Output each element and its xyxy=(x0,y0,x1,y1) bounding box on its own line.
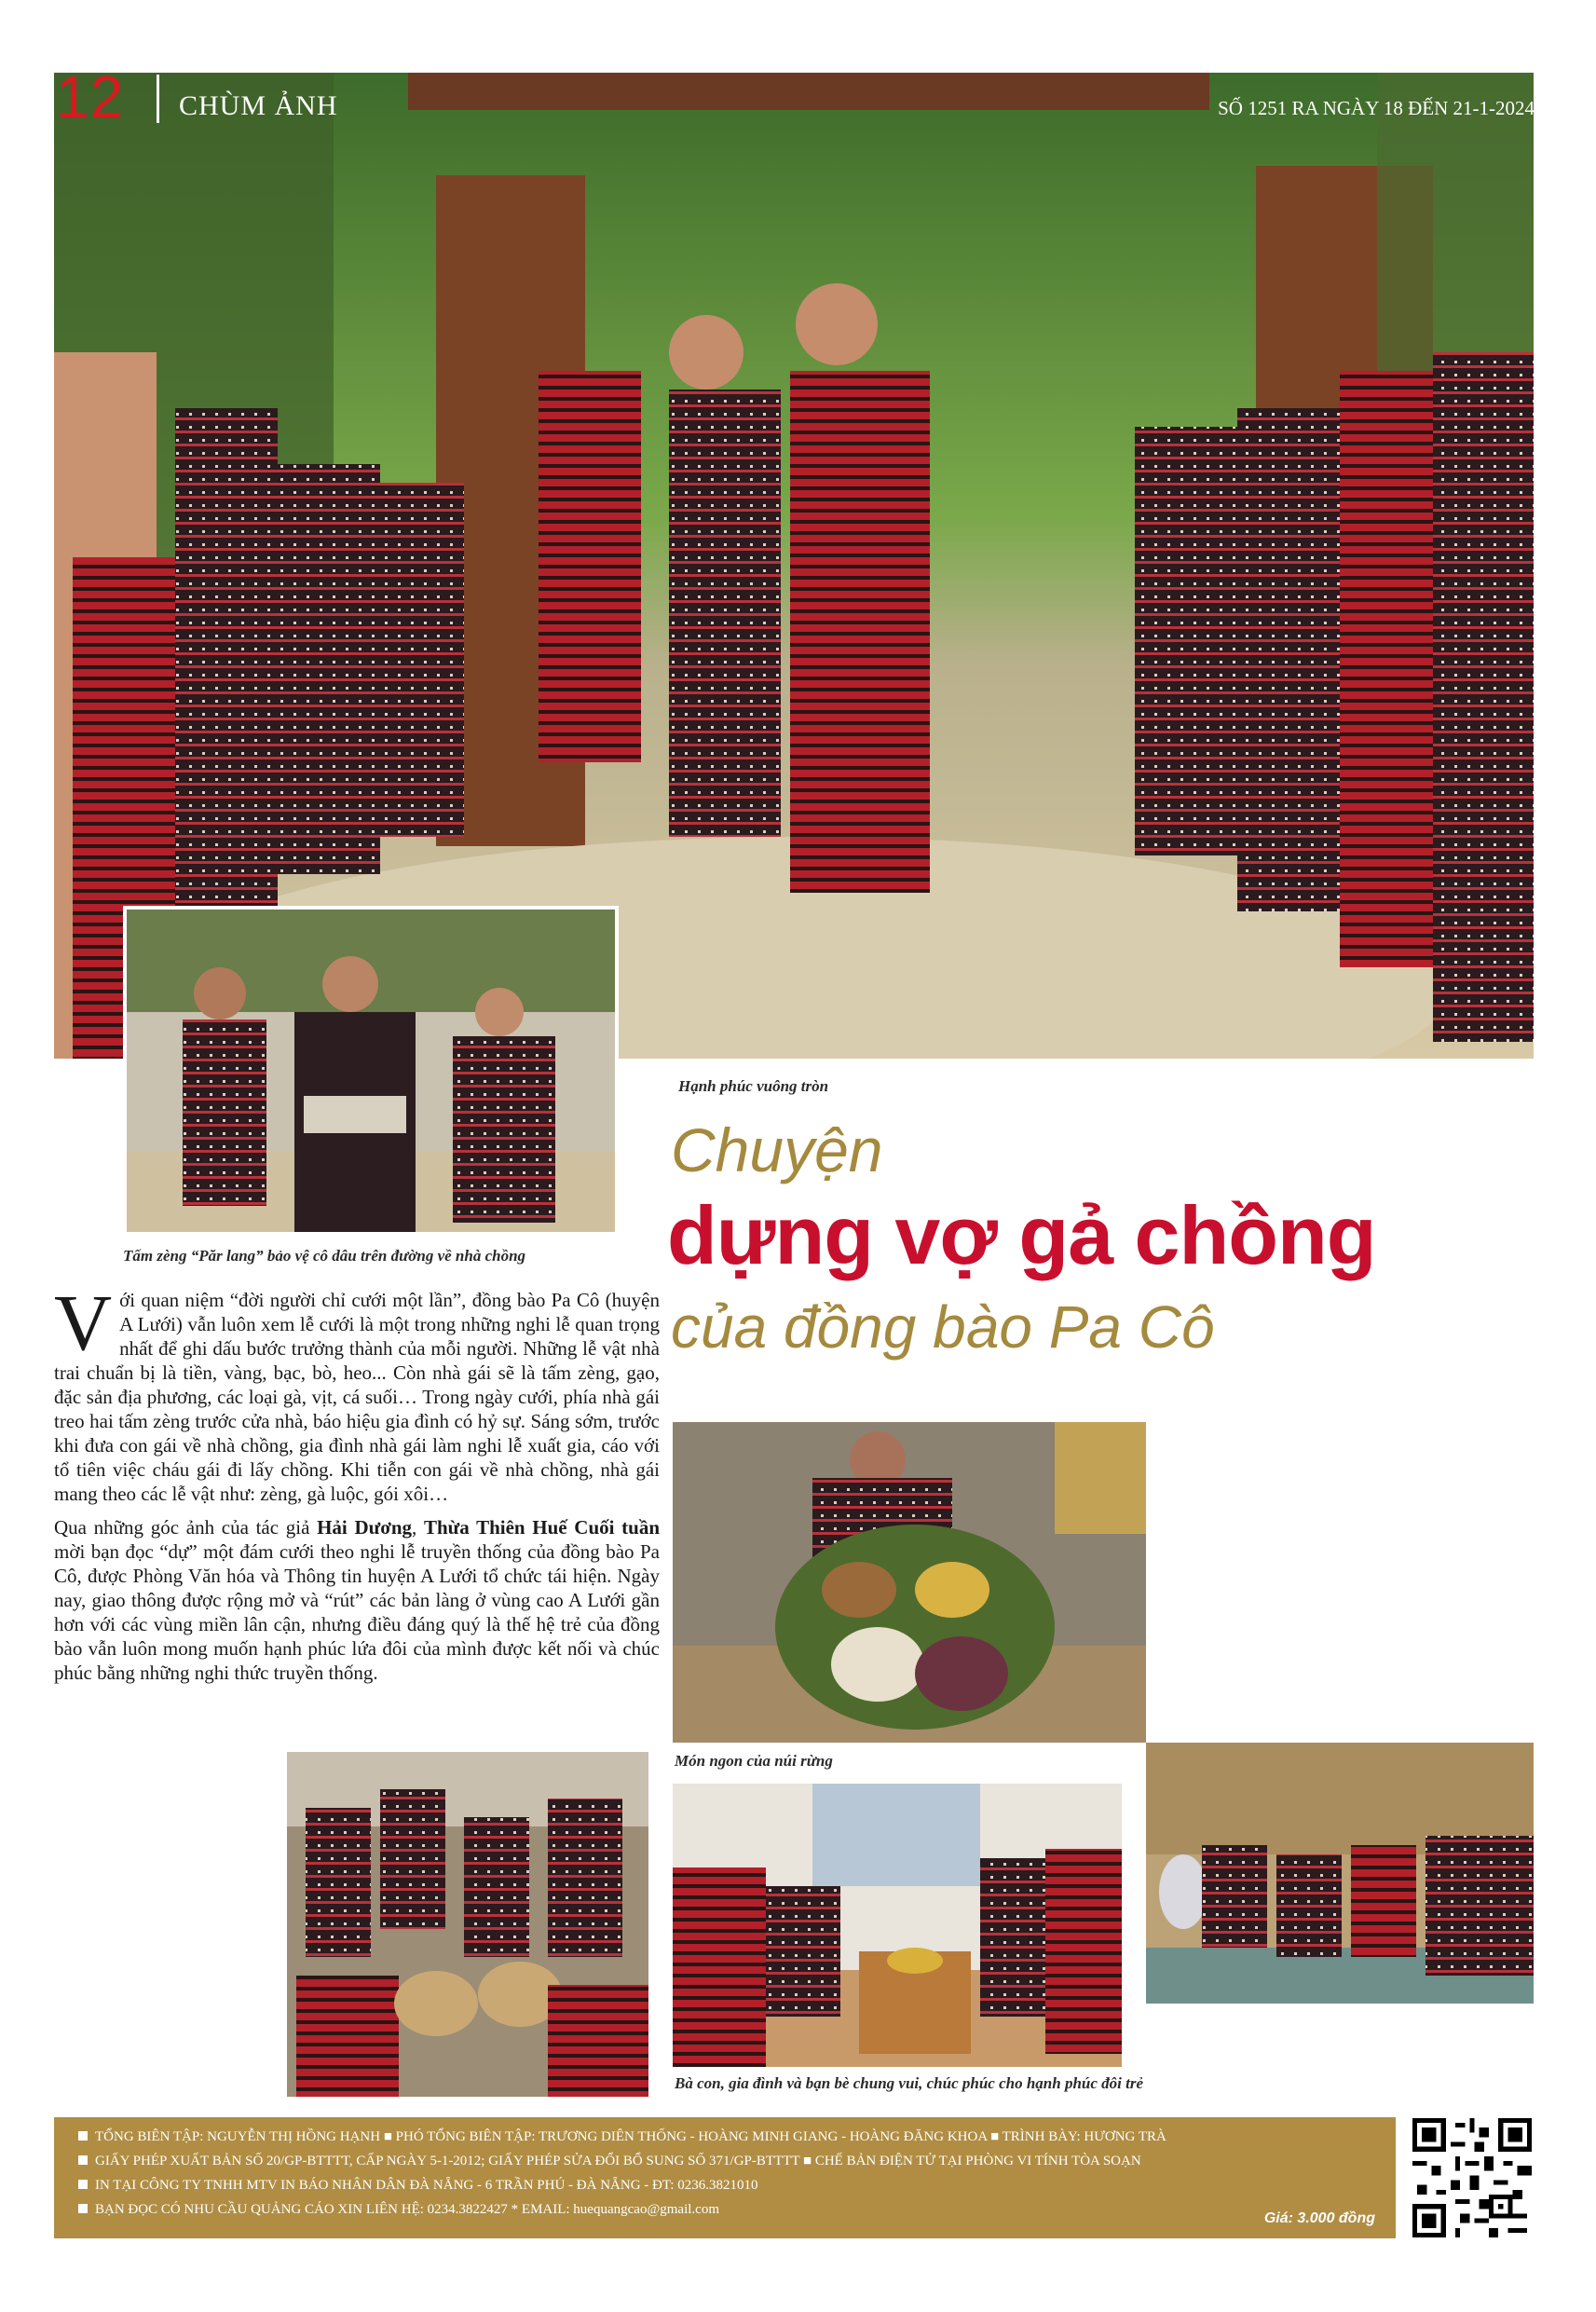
headline-line-3: của đồng bào Pa Cô xyxy=(671,1293,1215,1361)
article-paragraph-2: Qua những góc ảnh của tác giả Hải Dương, Thừa Thiên Huế Cuối tuần mời bạn đọc “dự” một đám cưới theo nghi lễ truyền thống của đồng bào Pa Cô, được Phòng Văn hóa và Thông tin huyện A Lưới tổ chức tái hiện. Ngày nay, giao thông được rộng mở và “rút” các bản làng ở vùng cao A Lưới gần hơn với các vùng miền lân cận, nhưng điều đáng quý là thế hệ trẻ của đồng bào vẫn luôn mong muốn hạnh phúc lứa đôi của mình được kết nối và chúc phúc bằng những nghi thức truyền thống. xyxy=(54,1516,661,1684)
food-caption: Món ngon của núi rừng xyxy=(675,1752,833,1770)
elders-photo xyxy=(1146,1743,1534,2004)
footer-license: GIẤY PHÉP XUẤT BẢN SỐ 20/GP-BTTTT, CẤP NGÀY 5-1-2012; GIẤY PHÉP SỬA ĐỔI BỔ SUNG SỐ 371/GP-BTTTT ■ CHẾ BẢN ĐIỆN TỬ TẠI PHÒNG VI TÍNH TÒA SOẠN xyxy=(78,2153,1141,2169)
qr-code-icon xyxy=(1412,2117,1532,2238)
gathering-photo xyxy=(287,1752,648,2097)
article-paragraph-1: Với quan niệm “đời người chỉ cưới một lần”, đồng bào Pa Cô (huyện A Lưới) vẫn luôn xem lễ cưới là một trong những nghi lễ quan trọng nhất để ghi dấu bước trưởng thành của mỗi người. Những lễ vật nhà trai chuẩn bị là tiền, vàng, bạc, bò, heo... Còn nhà gái sẽ là tấm zèng, gạo, đặc sản địa phương, các loại gà, vịt, cá suối… Trong ngày cưới, phía nhà gái treo hai tấm zèng trước cửa nhà, báo hiệu gia đình có hỷ sự. Sáng sớm, trước khi đưa con gái về nhà chồng, gia đình nhà gái làm nghi lễ xuất gia, cáo với tổ tiên việc cháu gái đi lấy chồng. Khi tiễn con gái về nhà chồng, nhà gái mang theo các lễ vật như: zèng, gà luộc, gói xôi… xyxy=(54,1278,660,1505)
headline-line-2: dựng vợ gả chồng xyxy=(667,1189,1376,1281)
footer-contact: BẠN ĐỌC CÓ NHU CẦU QUẢNG CÁO XIN LIÊN HỆ: 0234.3822427 * EMAIL: huequangcao@gmail.com xyxy=(78,2201,719,2218)
issue-info: SỐ 1251 RA NGÀY 18 ĐẾN 21-1-2024 xyxy=(1218,97,1535,119)
page-number: 12 xyxy=(56,63,125,130)
drop-cap: V xyxy=(54,1278,113,1367)
price-label: Giá: 3.000 đồng xyxy=(1263,2210,1375,2226)
bride-zeng-photo xyxy=(123,906,619,1236)
masthead-footer xyxy=(54,2117,1396,2238)
author-name: Hải Dương xyxy=(317,1516,413,1539)
small-photo-caption: Tấm zèng “Păr lang” bảo vệ cô dâu trên đường về nhà chồng xyxy=(123,1247,526,1265)
header-divider xyxy=(157,75,159,123)
section-name: CHÙM ẢNH xyxy=(179,90,338,121)
article-body xyxy=(54,1278,661,1694)
headline-line-1: Chuyện xyxy=(671,1115,883,1184)
family-meal-photo xyxy=(673,1784,1122,2067)
hero-caption: Hạnh phúc vuông tròn xyxy=(678,1077,829,1095)
footer-editors: TỔNG BIÊN TẬP: NGUYỄN THỊ HỒNG HẠNH ■ PHÓ TỔNG BIÊN TẬP: TRƯƠNG DIÊN THỐNG - HOÀNG MINH GIANG - HOÀNG ĐĂNG KHOA ■ TRÌNH BÀY: HƯƠNG TRÀ xyxy=(78,2128,1166,2145)
family-caption: Bà con, gia đình và bạn bè chung vui, chúc phúc cho hạnh phúc đôi trẻ xyxy=(675,2074,1144,2092)
paper-name: Thừa Thiên Huế Cuối tuần xyxy=(423,1516,661,1539)
food-photo xyxy=(673,1422,1146,1743)
footer-printer: IN TẠI CÔNG TY TNHH MTV IN BÁO NHÂN DÂN ĐÀ NẴNG - 6 TRẦN PHÚ - ĐÀ NẴNG - ĐT: 0236.3821010 xyxy=(78,2177,757,2194)
